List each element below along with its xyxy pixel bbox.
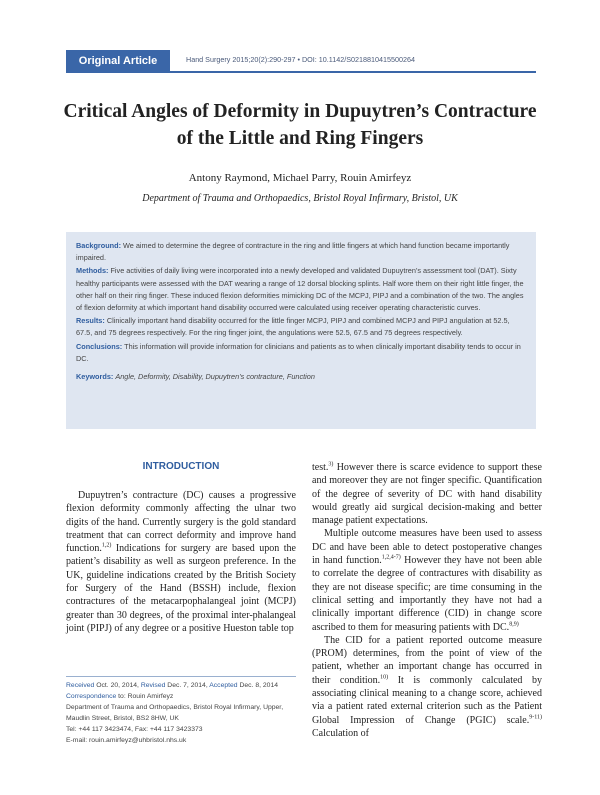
abstract-box <box>66 232 536 429</box>
abstract-methods <box>76 265 526 314</box>
conclusions-text: This information will provide information for clinicians and patients as to when clinically important disability tends to occur in DC. <box>76 341 521 363</box>
revised-label: Revised <box>140 682 166 689</box>
email-line: E-mail: rouin.amirfeyz@uhbristol.nhs.uk <box>66 737 187 744</box>
intro-paragraph-3: The CID for a patient reported outcome measure (PROM) determines, from the point of view of the patient, whether an important change has occurred in their condition.$^{10)}$ It is commonly calculated by associating clinical meaning to a change score, achieved via a patient rated external criterion such as the Patient Global Impression of Change (PGIC) scale.$^{9-11)}$ Calculation of <box>312 634 542 739</box>
intro-paragraph-2: Multiple outcome measures have been used to assess DC and have been able to detect postoperative changes in hand function.$^{1,2,4-7)}$ However they have not been able to correlate the degree of contractures with disability as they are not disease specific; are time consuming in the clinical setting and importantly they have not had a clinically important difference (CID) in change score ascribed to them for measuring patients with DC.$^{8,9)}$ <box>312 528 542 633</box>
results-label: Results: <box>76 316 105 326</box>
header-rule <box>66 71 536 73</box>
accepted-label: Accepted <box>209 682 238 689</box>
author-list: Antony Raymond, Michael Parry, Rouin Amirfeyz <box>188 172 412 184</box>
address-line-1: Department of Trauma and Orthopaedics, Bristol Royal Infirmary, Upper, <box>66 704 284 711</box>
correspondence-line <box>66 691 306 702</box>
footnote-rule <box>66 676 296 677</box>
article-type-tab: Original Article <box>66 50 170 72</box>
title-line-1: Critical Angles of Deformity in Dupuytren’s Contracture <box>63 101 537 122</box>
abstract-results <box>76 315 526 339</box>
right-column <box>312 461 542 740</box>
section-heading-introduction: INTRODUCTION <box>142 461 220 472</box>
accepted-date: Dec. 8, 2014 <box>239 682 279 689</box>
background-label: Background: <box>76 241 121 250</box>
left-column <box>66 489 296 635</box>
conclusions-label: Conclusions: <box>76 341 123 351</box>
revised-date: Dec. 7, 2014, <box>167 682 208 689</box>
phone-line: Tel: +44 117 3423474, Fax: +44 117 3423373 <box>66 726 203 733</box>
received-date: Oct. 20, 2014, <box>96 682 139 689</box>
dates-line <box>66 680 306 691</box>
title-line-2: of the Little and Ring Fingers <box>176 128 424 149</box>
results-text: Clinically important hand disability occurred for the little finger MCPJ, PIPJ and combined MCPJ and PIPJ angulation at 52.5, 67.5, and 75 degrees respectively. For the ring finger joint, the angulations were 52.5, 67.5 and 75 degrees respectively. <box>76 316 510 338</box>
affiliation: Department of Trauma and Orthopaedics, Bristol Royal Infirmary, Bristol, UK <box>142 193 458 204</box>
correspondence-name: to: Rouin Amirfeyz <box>118 693 174 700</box>
abstract-background <box>76 240 526 264</box>
keywords-text: Angle, Deformity, Disability, Dupuytren’s contracture, Function <box>115 372 315 382</box>
abstract-keywords <box>76 371 526 383</box>
keywords-label: Keywords: <box>76 372 114 382</box>
background-text: We aimed to determine the degree of contracture in the ring and little fingers at which hand function became importantly impaired. <box>76 241 510 263</box>
address-line-2: Maudlin Street, Bristol, BS2 8HW, UK <box>66 715 179 722</box>
intro-paragraph-1: Dupuytren’s contracture (DC) causes a progressive flexion deformity commonly affecting the ulnar two digits of the hand. Currently surgery is the gold standard treatment that can correct deformity and improve hand function.$^{1,2)}$ Indications for surgery are based upon the patient’s disability as well as surgeon preference. In the UK, guideline indications created by the British Society for Surgery of the Hand (BSSH) include, flexion contractures of the metacarpophalangeal joint (MCPJ) greater than 30 degrees, of the proximal inter-phalangeal joint (PIPJ) of any degree or a positive Hueston table top <box>66 490 296 634</box>
received-label: Received <box>66 682 95 689</box>
methods-label: Methods: <box>76 266 109 276</box>
correspondence-label: Correspondence <box>66 693 117 700</box>
abstract-conclusions <box>76 341 526 365</box>
citation-line: Hand Surgery 2015;20(2):290-297 • DOI: 10.1142/S0218810415500264 <box>186 55 415 64</box>
methods-text: Five activities of daily living were incorporated into a newly developed and validated Dupuytren’s assessment tool (DAT). Sixty healthy participants were assessed with the DAT wearing a range of 12 dorsal blocking splints. Half wore them on their right little finger, the other half on their ring finger. These induced flexion deformities mimicking DC of the MCPJ, PIPJ and a combination of the two. The angles of flexion deformity at which important hand disability occurred were calculated using receiver operating characteristic curves. <box>76 266 524 313</box>
intro-paragraph-1-cont: test.$^{3)}$ However there is scarce evidence to support these and moreover they are not finger specific. Quantification of the degree of severity of DC with hand disability would greatly aid surgical decision-making and better manage patient expectations. <box>312 461 542 527</box>
footnote-block <box>66 680 306 746</box>
article-title <box>40 98 560 152</box>
